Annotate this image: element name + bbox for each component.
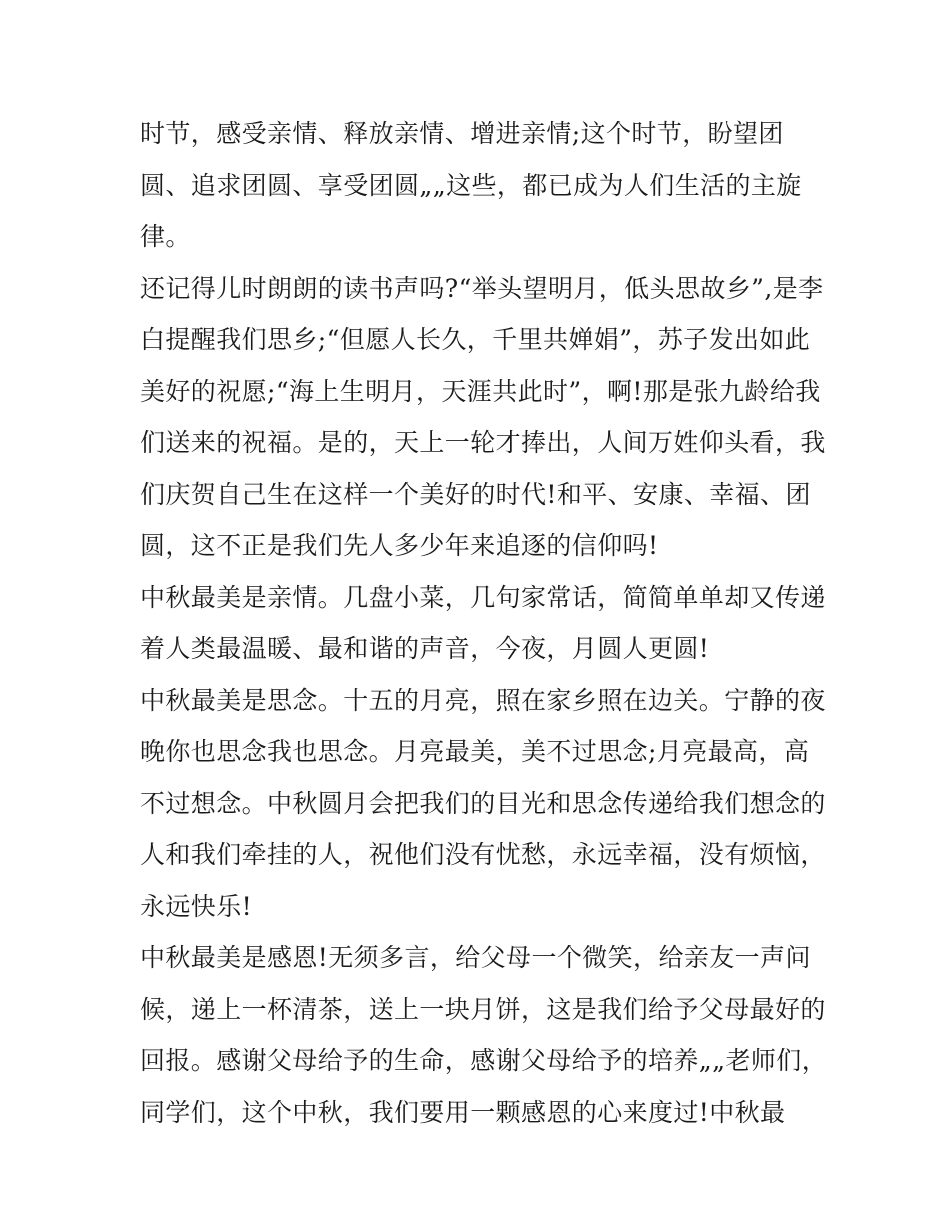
text-line: 时节，感受亲情、释放亲情、增进亲情;这个时节，盼望团 (140, 119, 784, 148)
text-line: 中秋最美是感恩!无须多言，给父母一个微笑，给亲友一声问 (140, 943, 811, 972)
text-line: 中秋最美是亲情。几盘小菜，几句家常话，简简单单却又传递 (140, 582, 826, 612)
text-line: 圆，这不正是我们先人多少年来追逐的信仰吗! (140, 531, 659, 560)
text-line: 候，递上一杯清茶，送上一块月饼，这是我们给予父母最好的 (140, 994, 826, 1024)
text-line: 同学们，这个中秋，我们要用一颗感恩的心来度过!中秋最 (140, 1097, 786, 1127)
text-line: 们庆贺自己生在这样一个美好的时代!和平、安康、幸福、团 (140, 479, 811, 509)
text-line: 着人类最温暖、最和谐的声音，今夜，月圆人更圆! (140, 634, 710, 663)
text-line: 人和我们牵挂的人，祝他们没有忧愁，永远幸福，没有烦恼， (140, 840, 826, 869)
text-line: 晚你也思念我也思念。月亮最美，美不过思念;月亮最高，高 (140, 737, 810, 766)
text-line: 美好的祝愿;“海上生明月，天涯共此时”，啊!那是张九龄给我 (140, 376, 821, 406)
text-line: 回报。感谢父母给予的生命，感谢父母给予的培养„„老师们， (140, 1046, 828, 1075)
text-line: 白提醒我们思乡;“但愿人长久，千里共婵娟”，苏子发出如此 (140, 325, 811, 354)
document-body (140, 108, 828, 1138)
text-line: 圆、追求团圆、享受团圆„„这些，都已成为人们生活的主旋 (140, 170, 802, 200)
text-line: 还记得儿时朗朗的读书声吗?“举头望明月，低头思故乡”,是李 (140, 273, 824, 303)
text-line: 永远快乐! (140, 891, 253, 921)
text-line: 中秋最美是思念。十五的月亮，照在家乡照在边关。宁静的夜 (140, 685, 826, 715)
text-line: 们送来的祝福。是的，天上一轮才捧出，人间万姓仰头看，我 (140, 428, 826, 457)
text-line: 律。 (140, 222, 191, 251)
text-line: 不过想念。中秋圆月会把我们的目光和思念传递给我们想念的 (140, 788, 826, 818)
